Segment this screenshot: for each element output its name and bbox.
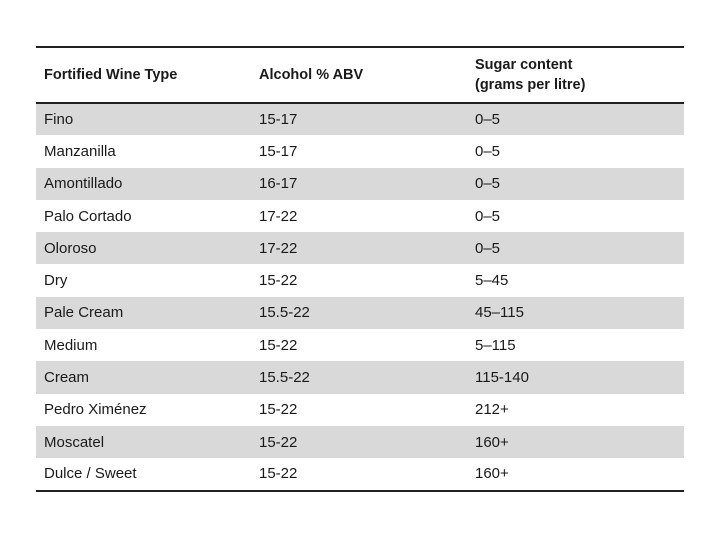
cell-sugar: 0–5 xyxy=(475,239,501,257)
cell-sugar: 5–45 xyxy=(475,272,509,290)
cell-sugar: 160+ xyxy=(475,465,509,483)
fortified-wine-table xyxy=(36,46,684,492)
cell-alcohol: 15-22 xyxy=(259,465,298,483)
header-wine-type: Fortified Wine Type xyxy=(44,67,178,83)
cell-sugar: 45–115 xyxy=(475,304,524,322)
cell-alcohol: 17-22 xyxy=(259,239,298,257)
cell-sugar: 0–5 xyxy=(475,142,501,160)
cell-alcohol: 15.5-22 xyxy=(259,369,310,387)
cell-alcohol: 17-22 xyxy=(259,207,298,225)
cell-wine-type: Moscatel xyxy=(44,433,105,451)
cell-wine-type: Dulce / Sweet xyxy=(44,465,137,483)
cell-alcohol: 15.5-22 xyxy=(259,304,310,322)
cell-wine-type: Fino xyxy=(44,111,74,129)
cell-wine-type: Manzanilla xyxy=(44,142,116,160)
header-row xyxy=(36,47,684,103)
cell-wine-type: Amontillado xyxy=(44,175,123,193)
cell-alcohol: 15-17 xyxy=(259,142,298,160)
cell-alcohol: 15-17 xyxy=(259,111,298,129)
cell-wine-type: Pale Cream xyxy=(44,304,124,322)
header-sugar-line2: (grams per litre) xyxy=(475,77,586,93)
cell-alcohol: 15-22 xyxy=(259,272,298,290)
table-row xyxy=(36,103,684,135)
header-sugar-line1: Sugar content xyxy=(475,57,573,73)
table-row xyxy=(36,168,684,200)
cell-sugar: 160+ xyxy=(475,433,509,451)
cell-alcohol: 15-22 xyxy=(259,401,298,419)
table-row xyxy=(36,200,684,232)
table-row xyxy=(36,135,684,167)
table-row xyxy=(36,329,684,361)
table-row xyxy=(36,426,684,458)
table-row xyxy=(36,297,684,329)
table-body xyxy=(36,103,684,491)
table-row xyxy=(36,264,684,296)
cell-sugar: 0–5 xyxy=(475,175,501,193)
cell-sugar: 5–115 xyxy=(475,336,516,354)
cell-alcohol: 15-22 xyxy=(259,336,298,354)
table-row xyxy=(36,232,684,264)
cell-alcohol: 16-17 xyxy=(259,175,298,193)
table-header xyxy=(36,47,684,103)
cell-wine-type: Medium xyxy=(44,336,98,354)
cell-sugar: 0–5 xyxy=(475,207,501,225)
cell-sugar: 212+ xyxy=(475,401,509,419)
table-row xyxy=(36,458,684,490)
cell-wine-type: Dry xyxy=(44,272,68,290)
cell-sugar: 115-140 xyxy=(475,369,529,387)
cell-sugar: 0–5 xyxy=(475,111,501,129)
table-row xyxy=(36,394,684,426)
table-row xyxy=(36,361,684,393)
cell-wine-type: Palo Cortado xyxy=(44,207,132,225)
cell-wine-type: Oloroso xyxy=(44,239,97,257)
header-sugar xyxy=(467,47,684,103)
cell-alcohol: 15-22 xyxy=(259,433,298,451)
cell-wine-type: Pedro Ximénez xyxy=(44,401,147,419)
header-alcohol: Alcohol % ABV xyxy=(259,67,364,83)
wine-table-container xyxy=(36,46,684,492)
cell-wine-type: Cream xyxy=(44,369,90,387)
